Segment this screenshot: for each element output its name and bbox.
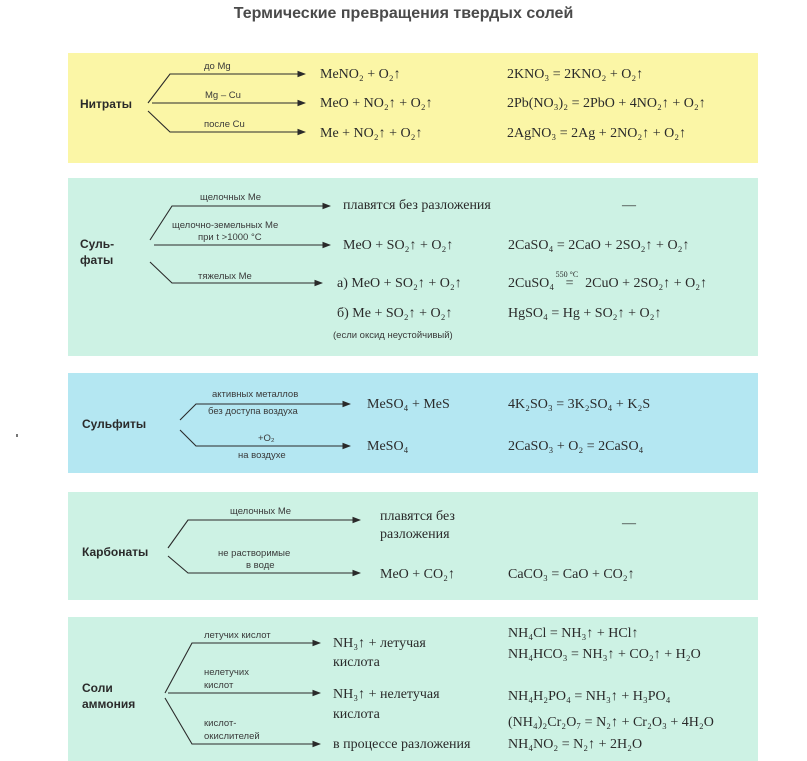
ammonium-example-4: (NH₄)₂Cr₂O₇ = N₂↑ + Cr₂O₃ + 4H₂O	[508, 715, 714, 730]
ammonium-cond-oxidizing-2: окислителей	[204, 731, 260, 742]
sulfites-cond-active-1: активных металлов	[212, 389, 299, 400]
page-title: Термические превращения твердых солей	[233, 5, 574, 22]
nitrates-cond-1: до Mg	[204, 61, 231, 72]
sulfites-example-air: 2CaSO₃ + O₂ = 2CaSO₄	[508, 439, 644, 454]
carbonates-example-insoluble: CaCO₃ = CaO + CO₂↑	[508, 567, 635, 582]
ex-heavy-a-right: 2CuO + 2SO₂↑ + O₂↑	[585, 276, 708, 291]
ammonium-example-3: NH₄H₂PO₄ = NH₃↑ + H₃PO₄	[508, 689, 671, 704]
nitrates-result-3: Me + NO₂↑ + O₂↑	[320, 126, 423, 141]
sulfates-result-alkaline-earth: MeO + SO₂↑ + O₂↑	[343, 238, 454, 253]
sulfites-cond-active-2: без доступа воздуха	[208, 406, 298, 417]
carbonates-result-alkali-1: плавятся без	[380, 509, 455, 524]
sulfates-cond-alkali: щелочных Me	[200, 192, 262, 203]
sulfates-example-alkaline-earth: 2CaSO₄ = 2CaO + 2SO₂↑ + O₂↑	[508, 238, 690, 253]
margin-mark	[16, 434, 18, 437]
ammonium-result-nonvolatile-1: NH₃↑ + нелетучая	[333, 687, 440, 702]
ammonium-result-nonvolatile-2: кислота	[333, 707, 380, 722]
sulfates-cond-alkaline-earth: щелочно-земельных Me	[172, 220, 279, 231]
ammonium-result-oxidizing: в процессе разложения	[333, 737, 471, 752]
nitrates-result-2: MeO + NO₂↑ + O₂↑	[320, 96, 433, 111]
sulfates-cond-heavy: тяжелых Me	[198, 271, 252, 282]
ex-heavy-a-equals: 550 °C =	[558, 275, 582, 292]
sulfates-result-heavy-b-note: (если оксид неустойчивый)	[333, 330, 453, 341]
nitrates-example-1: 2KNO₃ = 2KNO₂ + O₂↑	[507, 67, 644, 82]
nitrates-cond-3: после Cu	[204, 119, 245, 130]
carbonates-example-alkali: —	[622, 516, 636, 531]
ammonium-cond-nonvolatile-1: нелетучих	[204, 667, 249, 678]
ammonium-cond-oxidizing-1: кислот-	[204, 718, 237, 729]
sulfites-label: Сульфиты	[82, 417, 147, 431]
ammonium-result-volatile-1: NH₃↑ + летучая	[333, 636, 426, 651]
nitrates-result-1: MeNO₂ + O₂↑	[320, 67, 401, 82]
sulfites-result-active: MeSO₄ + MeS	[367, 397, 450, 412]
nitrates-cond-2: Mg – Cu	[205, 90, 241, 101]
carbonates-result-insoluble: MeO + CO₂↑	[380, 567, 455, 582]
sulfates-example-alkali: —	[622, 198, 636, 213]
carbonates-cond-alkali: щелочных Me	[230, 506, 292, 517]
nitrates-example-3: 2AgNO₃ = 2Ag + 2NO₂↑ + O₂↑	[507, 126, 687, 141]
sulfites-cond-air-1: +O₂	[258, 433, 275, 444]
ammonium-cond-nonvolatile-2: кислот	[204, 680, 234, 691]
sulfates-label-2: фаты	[80, 253, 114, 267]
sulfates-result-alkali: плавятся без разложения	[343, 198, 491, 213]
ammonium-label-1: Соли	[82, 681, 113, 695]
sulfates-example-heavy-b: HgSO₄ = Hg + SO₂↑ + O₂↑	[508, 306, 662, 321]
ammonium-example-5: NH₄NO₂ = N₂↑ + 2H₂O	[508, 737, 643, 752]
ex-heavy-a-left: 2CuSO₄	[508, 276, 555, 291]
ammonium-example-1: NH₄Cl = NH₃↑ + HCl↑	[508, 626, 639, 641]
ammonium-label-2: аммония	[82, 697, 136, 711]
sulfates-label-1: Суль-	[80, 237, 115, 251]
sulfites-example-active: 4K₂SO₃ = 3K₂SO₄ + K₂S	[508, 397, 651, 412]
sulfates-example-heavy-a	[508, 270, 708, 292]
carbonates-result-alkali-2: разложения	[380, 527, 450, 542]
ammonium-example-2: NH₄HCO₃ = NH₃↑ + CO₂↑ + H₂O	[508, 647, 701, 662]
nitrates-example-2: 2Pb(NO₃)₂ = 2PbO + 4NO₂↑ + O₂↑	[507, 96, 706, 111]
carbonates-label: Карбонаты	[82, 545, 149, 559]
carbonates-cond-insoluble-2: в воде	[246, 560, 275, 571]
ammonium-result-volatile-2: кислота	[333, 655, 380, 670]
ammonium-cond-volatile: летучих кислот	[204, 630, 271, 641]
ex-heavy-a-temp: 550 °C	[555, 270, 579, 279]
nitrates-label: Нитраты	[80, 97, 133, 111]
sulfites-result-air: MeSO₄	[367, 439, 409, 454]
sulfates-result-heavy-b: б) Me + SO₂↑ + O₂↑	[337, 306, 453, 321]
sulfates-cond-temp: при t >1000 °C	[198, 232, 262, 243]
carbonates-cond-insoluble-1: не растворимые	[218, 548, 291, 559]
sulfates-result-heavy-a: а) MeO + SO₂↑ + O₂↑	[337, 276, 462, 291]
arrow-carbonates-1	[168, 520, 360, 548]
sulfites-cond-air-2: на воздухе	[238, 450, 286, 461]
